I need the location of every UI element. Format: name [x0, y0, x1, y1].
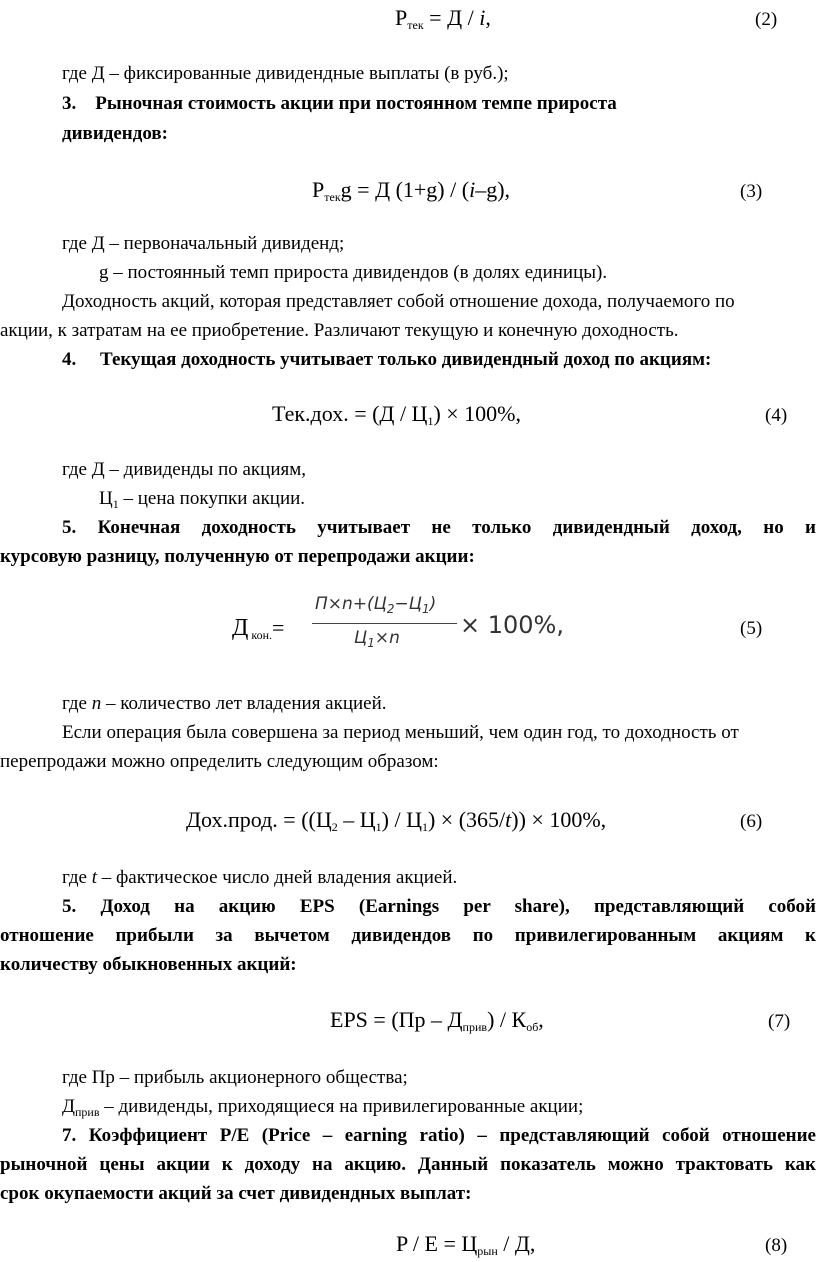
- paragraph-f4-where-1: где Д – дивиденды по акциям,: [62, 459, 307, 480]
- formula-3-rest: –g),: [475, 177, 511, 202]
- paragraph-f2-where: где Д – фиксированные дивидендные выплаты (в руб.);: [62, 63, 509, 84]
- formula-4-sub: 1: [427, 414, 434, 428]
- paragraph-yield-2: акции, к затратам на ее приобретение. Различают текущую и конечную доходность.: [0, 320, 679, 341]
- formula-4-a: Тек.дох. = (Д / Ц: [272, 401, 428, 426]
- formula-2: [395, 4, 491, 32]
- formula-6-number: (6): [740, 811, 763, 832]
- heading-3: [62, 92, 617, 116]
- formula-3-i: i: [469, 177, 476, 202]
- paragraph-f6-where: где t – фактическое число дней владения акцией.: [62, 867, 458, 888]
- f4-where-2-b: – цена покупки акции.: [118, 488, 306, 509]
- f5-where-n: n: [91, 693, 102, 714]
- formula-5-fraction: [312, 592, 457, 658]
- formula-5-d: Д: [232, 615, 249, 641]
- heading-5-cont: курсовую разницу, полученную от перепродажи акции:: [0, 546, 475, 567]
- formula-3-number: (3): [740, 181, 763, 202]
- formula-8: $P / E = Ц_{рын} / Д$,: [396, 1231, 536, 1258]
- formula-5-lhs: [232, 614, 284, 642]
- formula-2-number: (2): [755, 9, 778, 30]
- formula-5-tail: × 100%,: [460, 611, 564, 639]
- f4-where-2-sub: 1: [112, 497, 119, 511]
- f4-where-2-a: Ц: [99, 488, 113, 509]
- formula-4-number: (4): [765, 405, 788, 426]
- heading-3-number: 3.: [62, 93, 77, 114]
- heading-eps-2: отношение прибыли за вычетом дивидендов по привилегированным акциям к: [0, 925, 816, 946]
- formula-3-sub: тек: [324, 190, 341, 204]
- paragraph-yield-1: Доходность акций, которая представляет собой отношение дохода, получаемого по: [62, 291, 735, 312]
- paragraph-period-2: перепродажи можно определить следующим образом:: [0, 751, 439, 772]
- formula-5-eq: =: [272, 615, 285, 640]
- formula-2-i: i: [479, 5, 486, 30]
- paragraph-f7-where-2: $Д_{прив}$ – дивиденды, приходящиеся на привилегированные акции;: [62, 1096, 584, 1119]
- heading-3-cont: дивидендов:: [62, 123, 168, 144]
- paragraph-f5-where: где n – количество лет владения акцией.: [62, 693, 387, 714]
- f6-where-t: t: [91, 867, 97, 888]
- heading-7-1: 7. Коэффициент P/E (Price – earning ratio) – представляющий собой отношение: [62, 1125, 816, 1146]
- formula-5-numerator: $П\times n+(Ц_2-Ц_1)$: [315, 594, 437, 616]
- paragraph-f3-where-2: g – постоянный темп прироста дивидендов (в долях единицы).: [99, 262, 608, 283]
- heading-4: [62, 348, 711, 372]
- heading-eps-3: количеству обыкновенных акций:: [0, 954, 297, 975]
- formula-5-fraction-bar: [312, 623, 457, 624]
- formula-4: [272, 400, 521, 428]
- formula-8-number: (8): [765, 1235, 788, 1256]
- formula-2-p: P: [395, 5, 408, 30]
- formula-3-p: P: [312, 177, 325, 202]
- formula-5-sub: кон.: [248, 628, 273, 642]
- heading-5: 5. Конечная доходность учитывает не только дивидендный доход, но и: [62, 517, 816, 538]
- paragraph-f3-where-1: где Д – первоначальный дивиденд;: [62, 233, 345, 254]
- formula-7: EPS = $(Пр - Д_{прив}) / К_{об}$,: [330, 1007, 544, 1034]
- formula-2-end: ,: [485, 5, 491, 30]
- formula-7-number: (7): [768, 1011, 791, 1032]
- formula-3-g: g = Д (1+g) / (: [340, 177, 470, 202]
- formula-2-rest: = Д /: [423, 5, 480, 30]
- formula-5-number: (5): [740, 618, 763, 639]
- formula-2-sub: тек: [407, 18, 424, 32]
- formula-3: [312, 176, 510, 204]
- heading-4-number: 4.: [62, 349, 77, 370]
- heading-4-text: Текущая доходность учитывает только дивидендный доход по акциям:: [100, 349, 712, 370]
- paragraph-period-1: Если операция была совершена за период меньший, чем один год, то доходность от: [62, 722, 739, 743]
- heading-7-3: срок окупаемости акций за счет дивидендных выплат:: [0, 1183, 472, 1204]
- formula-5-denominator: $Ц_1\times n$: [354, 628, 400, 650]
- heading-3-text-1: Рыночная стоимость акции при постоянном темпе прироста: [95, 93, 617, 114]
- formula-4-b: ) × 100%,: [433, 401, 522, 426]
- heading-7-2: рыночной цены акции к доходу на акцию. Данный показатель можно трактовать как: [0, 1154, 816, 1175]
- paragraph-f4-where-2: [99, 487, 305, 511]
- heading-eps-1: 5. Доход на акцию EPS (Earnings per share), представляющий собой: [62, 896, 816, 917]
- paragraph-f7-where-1: где Пр – прибыль акционерного общества;: [62, 1067, 408, 1088]
- formula-6: Дох.прод. = $((Ц_2 - Ц_1) / Ц_1) \times (365/t)) \times 100\%$,: [186, 807, 607, 834]
- formula-6-t: t: [505, 807, 512, 832]
